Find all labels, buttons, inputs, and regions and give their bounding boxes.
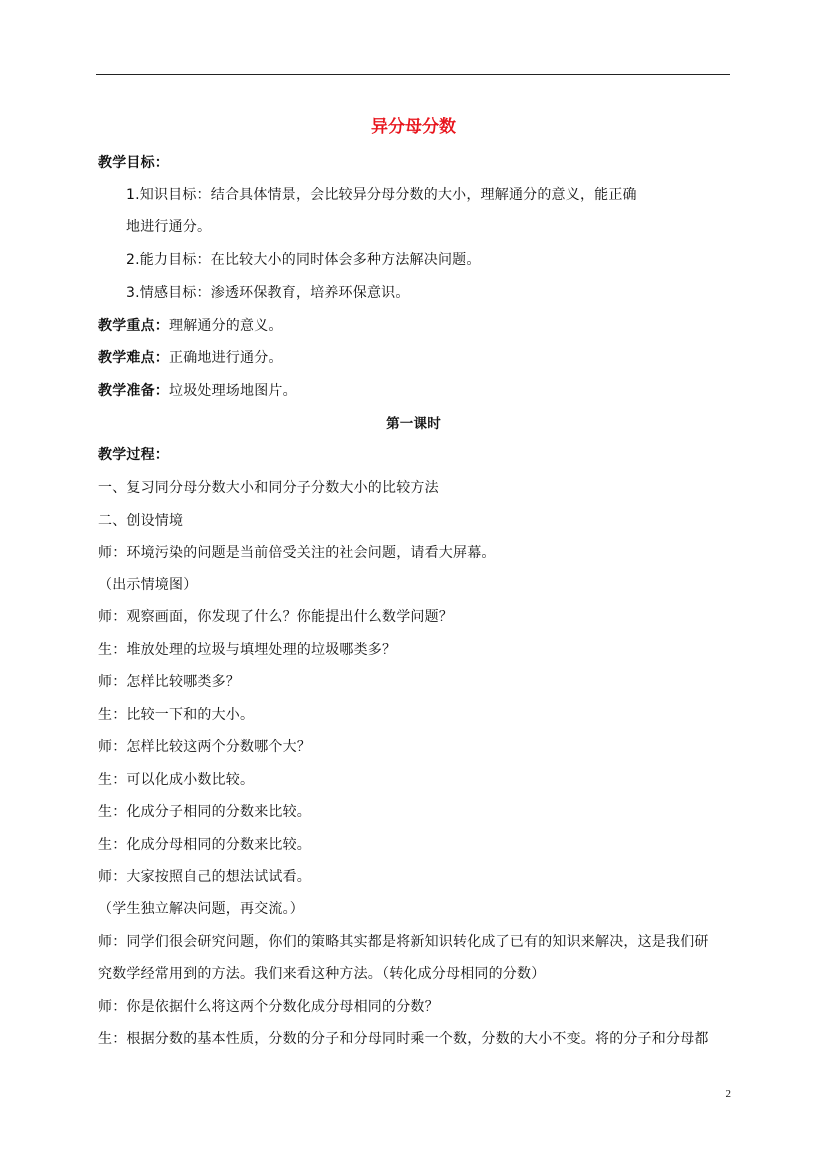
lesson-heading: 第一课时 [386,416,441,432]
difficulty-label: 教学难点： [98,350,169,366]
process-line: 师：环境污染的问题是当前倍受关注的社会问题，请看大屏幕。 [98,545,496,561]
process-line: 师：同学们很会研究问题，你们的策略其实都是将新知识转化成了已有的知识来解决，这是我们研 [98,934,709,950]
difficulty-text: 正确地进行通分。 [169,350,283,366]
objectives-heading: 教学目标： [98,155,169,171]
process-line: 师：怎样比较哪类多？ [98,674,240,690]
knowledge-objective-line-2: 地进行通分。 [126,219,212,235]
process-line: 师：观察画面，你发现了什么？你能提出什么数学问题？ [98,609,453,625]
process-line: 一、复习同分母分数大小和同分子分数大小的比较方法 [98,480,439,496]
process-heading: 教学过程： [98,447,169,463]
process-line: 生：可以化成小数比较。 [98,772,255,788]
process-line: 师：怎样比较这两个分数哪个大？ [98,739,311,755]
process-line: （出示情境图） [98,577,198,593]
process-line: 生：比较一下和的大小。 [98,707,255,723]
knowledge-objective-line-1: 1.知识目标：结合具体情景，会比较异分母分数的大小，理解通分的意义，能正确 [126,187,637,203]
key-point-text: 理解通分的意义。 [169,318,283,334]
preparation-text: 垃圾处理场地图片。 [169,383,297,399]
preparation-label: 教学准备： [98,383,169,399]
process-line: 二、创设情境 [98,513,184,529]
ability-objective: 2.能力目标：在比较大小的同时体会多种方法解决问题。 [126,252,481,268]
process-line: 究数学经常用到的方法。我们来看这种方法。（转化成分母相同的分数） [98,966,546,982]
process-line: 生：堆放处理的垃圾与填埋处理的垃圾哪类多？ [98,642,397,658]
emotion-objective: 3.情感目标：渗透环保教育，培养环保意识。 [126,285,410,301]
difficulty-line [98,347,283,367]
process-line: 生：化成分子相同的分数来比较。 [98,804,311,820]
header-rule [96,74,730,75]
process-line: 生：化成分母相同的分数来比较。 [98,837,311,853]
preparation-line [98,380,297,400]
process-line: 师：你是依据什么将这两个分数化成分母相同的分数？ [98,999,439,1015]
key-point-line [98,315,283,335]
key-point-label: 教学重点： [98,318,169,334]
process-line: 师：大家按照自己的想法试试看。 [98,869,311,885]
page-number: 2 [725,1088,731,1100]
process-line: （学生独立解决问题，再交流。） [98,901,304,917]
process-line: 生：根据分数的基本性质，分数的分子和分母同时乘一个数，分数的大小不变。将的分子和分母都 [98,1031,709,1047]
document-title: 异分母分数 [371,117,456,137]
